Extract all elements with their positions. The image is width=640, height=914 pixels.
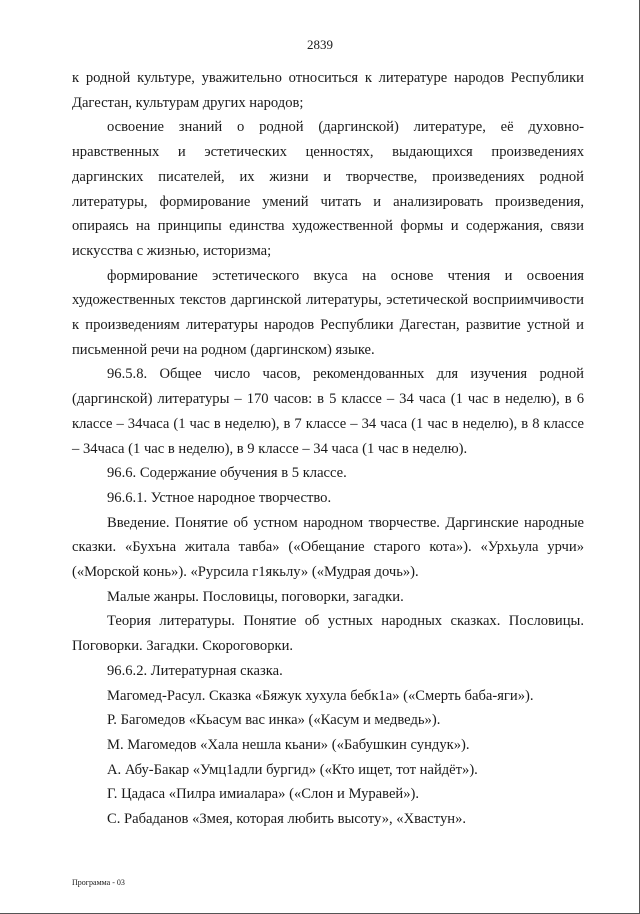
paragraph: к родной культуре, уважительно относиться к литературе народов Республики Дагестан, культурам других народов;: [72, 70, 584, 111]
section-heading: 96.6.1. Устное народное творчество.: [107, 489, 332, 506]
list-item: А. Абу-Бакар «Умц1адли бургид» («Кто ищет, тот найдёт»).: [107, 761, 478, 778]
paragraph: Малые жанры. Пословицы, поговорки, загадки.: [107, 588, 404, 605]
paragraph: Теория литературы. Понятие об устных народных сказках. Пословицы. Поговорки. Загадки. Скороговорки.: [72, 613, 584, 655]
page-number: 2839: [307, 37, 333, 52]
list-item: Магомед-Расул. Сказка «Бяжук хухула бебк1а» («Смерть баба-яги»).: [107, 687, 534, 704]
list-item: Г. Цадаса «Пилра имиалара» («Слон и Муравей»).: [107, 786, 420, 803]
list-item: С. Рабаданов «Змея, которая любить высоту», «Хвастун».: [107, 811, 467, 828]
paragraph: 96.5.8. Общее число часов, рекомендованных для изучения родной (даргинской) литературы – 170 часов: в 5 классе – 34 часа (1 час в неделю), в 6 классе – 34часа (1 час в неделю), в 7 классе – 34 часа (1 час в неделю), в 8 классе – 34часа (1 час в неделю), в 9 классе – 34 часа (1 час в неделю).: [72, 366, 584, 457]
paragraph: освоение знаний о родной (даргинской) литературе, её духовно-нравственных и эстетических ценностях, выдающихся произведениях даргинских писателей, их жизни и творчестве, произведениях родной литературы, формирование умений читать и анализировать произведения, опираясь на принципы единства художественной формы и содержания, связи искусства с жизнью, историзма;: [72, 119, 584, 259]
list-item: М. Магомедов «Хала нешла кьани» («Бабушкин сундук»).: [107, 736, 470, 753]
document-body: [72, 66, 584, 832]
paragraph: Введение. Понятие об устном народном творчестве. Даргинские народные сказки. «Бухъна житала тавба» («Обещание старого кота»). «Урхьула урчи» («Морской конь»). «Рурсила г1якьлу» («Мудрая дочь»).: [72, 514, 584, 581]
section-heading: 96.6.2. Литературная сказка.: [107, 662, 283, 679]
list-item: Р. Багомедов «Кьасум вас инка» («Касум и медведь»).: [107, 712, 441, 729]
section-heading: 96.6. Содержание обучения в 5 классе.: [107, 465, 347, 482]
page-footer: Программа - 03: [72, 878, 125, 887]
paragraph: формирование эстетического вкуса на основе чтения и освоения художественных текстов даргинской литературы, эстетической восприимчивости к произведениям литературы народов Республики Дагестан, развитие устной и письменной речи на родном (даргинском) языке.: [72, 267, 584, 358]
